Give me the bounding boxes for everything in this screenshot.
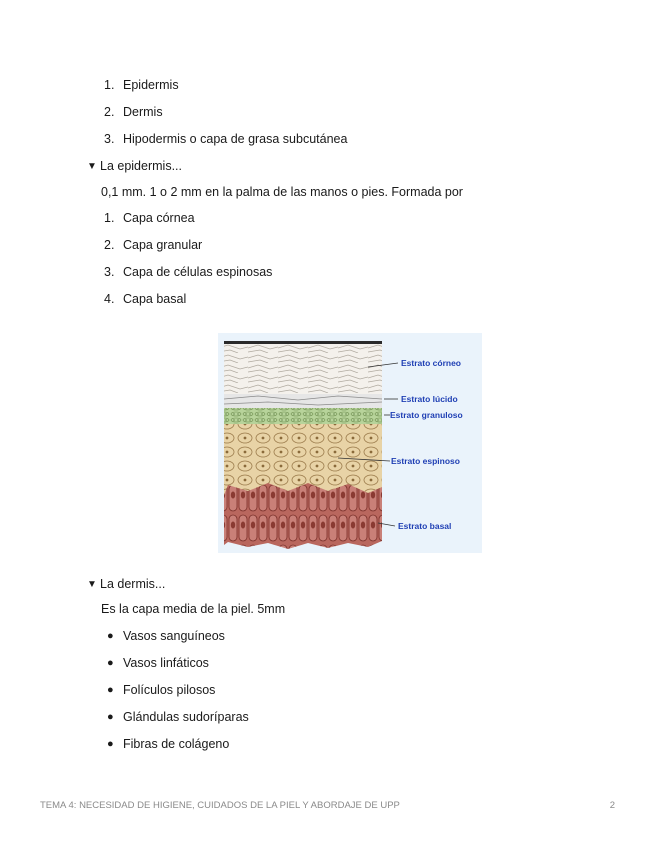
list-item: 2. Dermis [104, 104, 347, 131]
page-footer [40, 800, 615, 811]
bullet-icon: ● [107, 630, 114, 642]
skin-layers-list [104, 77, 347, 158]
epidermis-toggle-label: La epidermis... [100, 159, 182, 173]
list-item-label: Glándulas sudoríparas [123, 710, 249, 724]
list-item: 1. Epidermis [104, 77, 347, 104]
bullet-icon: ● [107, 711, 114, 723]
page-number: 2 [609, 800, 615, 811]
epidermis-diagram [218, 333, 482, 553]
epidermis-diagram-svg [218, 333, 482, 553]
list-item-label: Capa de células espinosas [123, 265, 273, 279]
list-item: 3. Hipodermis o capa de grasa subcutánea [104, 131, 347, 158]
list-item-label: Epidermis [123, 78, 179, 92]
dermis-toggle[interactable] [87, 577, 165, 591]
bullet-icon: ● [107, 657, 114, 669]
list-item [107, 628, 249, 655]
list-item-label: Capa córnea [123, 211, 195, 225]
dermis-toggle-label: La dermis... [100, 577, 166, 591]
list-item [107, 736, 249, 763]
collapse-triangle-icon[interactable]: ▼ [87, 160, 97, 172]
list-item [107, 655, 249, 682]
collapse-triangle-icon[interactable]: ▼ [87, 578, 97, 590]
list-item [107, 709, 249, 736]
label-estrato-corneo: Estrato córneo [401, 358, 461, 368]
layer-corneo [224, 344, 382, 394]
footer-title: TEMA 4: NECESIDAD DE HIGIENE, CUIDADOS DE LA PIEL Y ABORDAJE DE UPP [40, 800, 400, 811]
label-estrato-espinoso: Estrato espinoso [391, 456, 460, 466]
layer-granuloso [224, 408, 382, 424]
epidermis-layers-list [104, 210, 272, 318]
list-item-label: Hipodermis o capa de grasa subcutánea [123, 132, 348, 146]
label-estrato-lucido: Estrato lúcido [401, 394, 458, 404]
label-estrato-granuloso: Estrato granuloso [390, 410, 463, 420]
list-item-label: Vasos sanguíneos [123, 629, 225, 643]
list-item: 3. Capa de células espinosas [104, 264, 272, 291]
epidermis-toggle[interactable] [87, 159, 182, 173]
list-item-label: Folículos pilosos [123, 683, 216, 697]
bullet-icon: ● [107, 738, 114, 750]
layer-basal [224, 483, 382, 549]
list-item [107, 682, 249, 709]
surface-line [224, 341, 382, 344]
list-item-label: Capa granular [123, 238, 203, 252]
list-item: 1. Capa córnea [104, 210, 272, 237]
list-item-label: Capa basal [123, 292, 187, 306]
dermis-items-list [107, 628, 249, 763]
list-item: 4. Capa basal [104, 291, 272, 318]
list-item-label: Dermis [123, 105, 163, 119]
list-item-label: Fibras de colágeno [123, 737, 230, 751]
layer-lucido [224, 394, 382, 408]
bullet-icon: ● [107, 684, 114, 696]
epidermis-description: 0,1 mm. 1 o 2 mm en la palma de las manos o pies. Formada por [101, 185, 463, 199]
dermis-description: Es la capa media de la piel. 5mm [101, 602, 286, 616]
list-item: 2. Capa granular [104, 237, 272, 264]
label-estrato-basal: Estrato basal [398, 521, 452, 531]
list-item-label: Vasos linfáticos [123, 656, 209, 670]
